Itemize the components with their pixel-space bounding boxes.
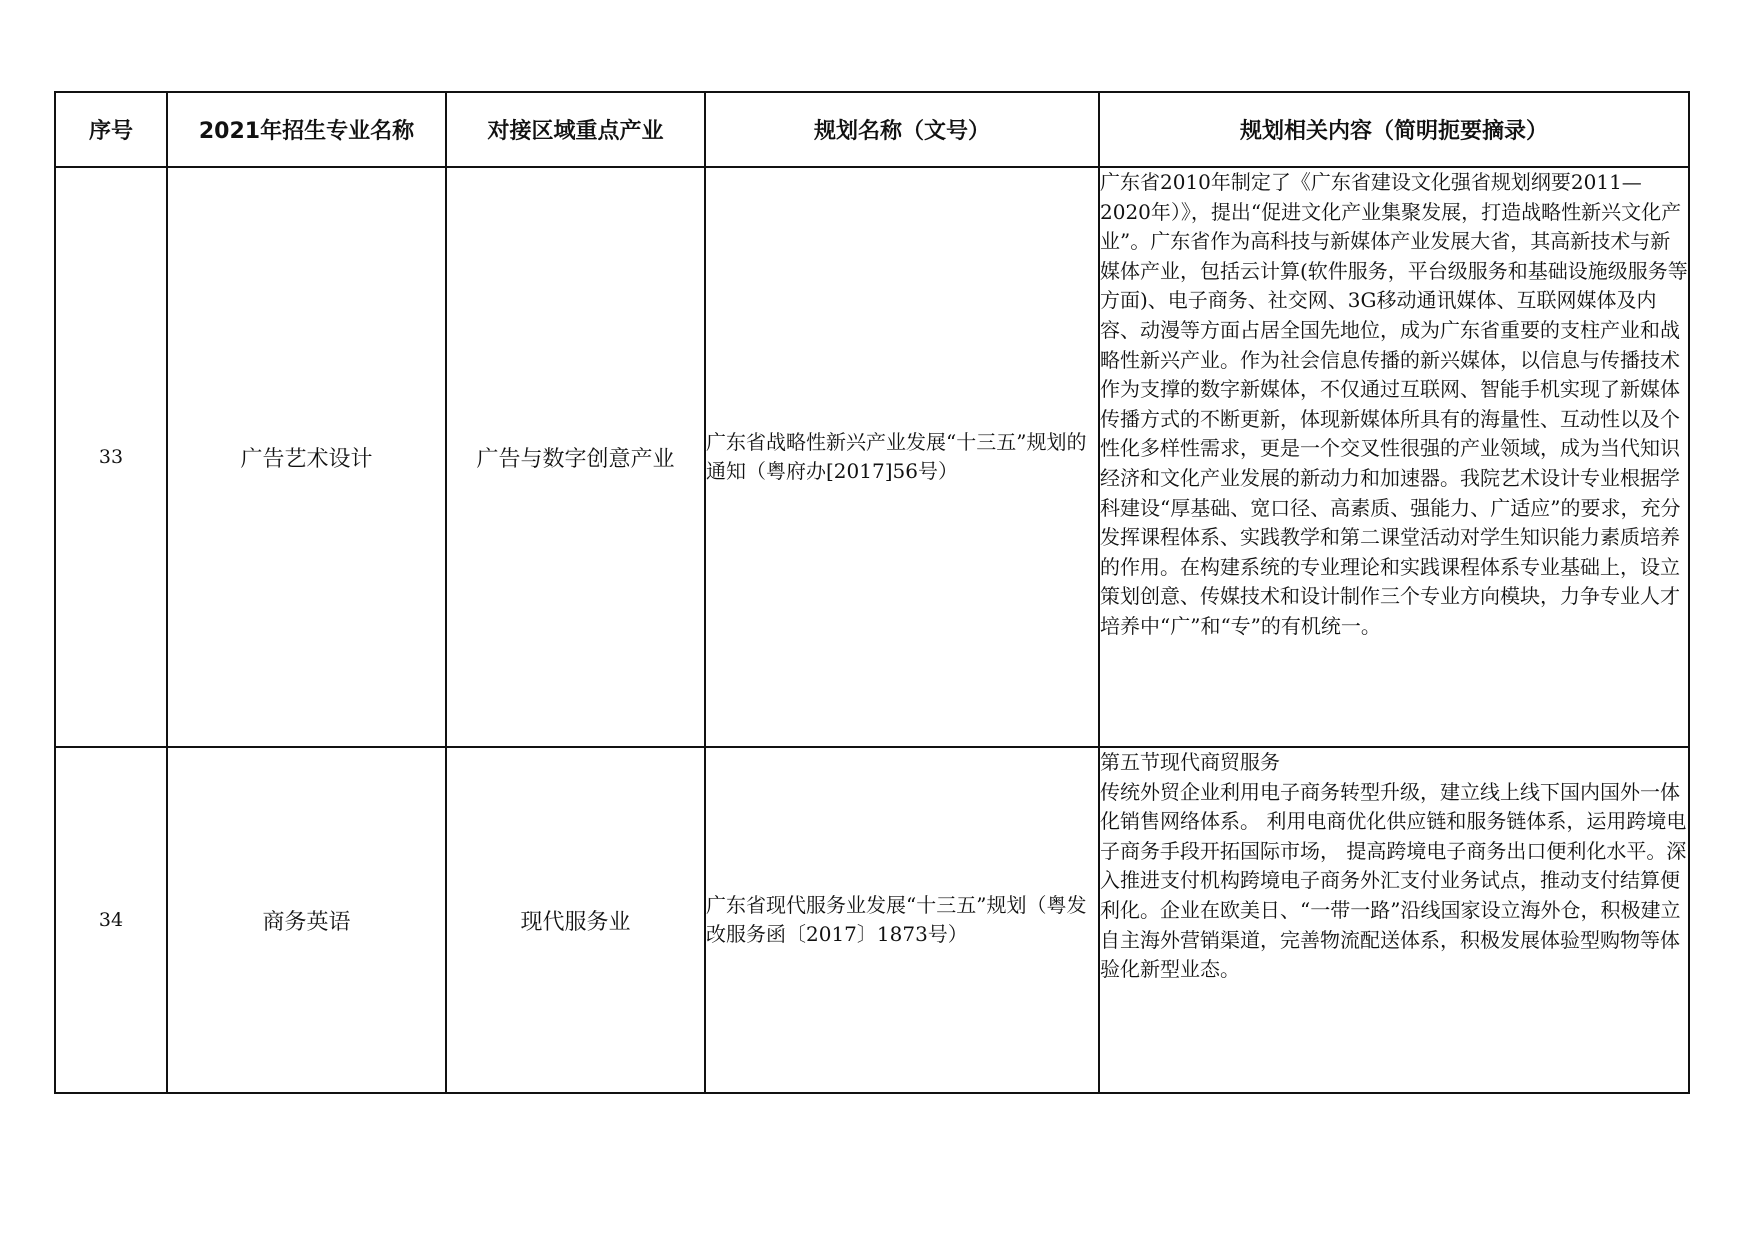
row-seq: 33 [55,167,167,747]
row-industry: 现代服务业 [446,747,705,1093]
header-seq: 序号 [55,92,167,167]
plan-table [54,91,1690,1094]
row-plan-name: 广东省战略性新兴产业发展“十三五”规划的通知（粤府办[2017]56号） [705,167,1099,747]
table-row [55,747,1689,1093]
row-industry: 广告与数字创意产业 [446,167,705,747]
table-row [55,167,1689,747]
row-content-cell [1099,167,1689,747]
row-major: 商务英语 [167,747,446,1093]
header-row [55,92,1689,167]
row-content: 广东省2010年制定了《广东省建设文化强省规划纲要2011—2020年）》，提出“促进文化产业集聚发展，打造战略性新兴文化产业”。广东省作为高科技与新媒体产业发展大省，其高新技术与新媒体产业，包括云计算(软件服务，平台级服务和基础设施级服务等方面)、电子商务、社交网、3G移动通讯媒体、互联网媒体及内容、动漫等方面占居全国先地位，成为广东省重要的支柱产业和战略性新兴产业。作为社会信息传播的新兴媒体，以信息与传播技术作为支撑的数字新媒体，不仅通过互联网、智能手机实现了新媒体传播方式的不断更新，体现新媒体所具有的海量性、互动性以及个性化多样性需求，更是一个交叉性很强的产业领域，成为当代知识经济和文化产业发展的新动力和加速器。我院艺术设计专业根据学科建设“厚基础、宽口径、高素质、强能力、广适应”的要求，充分发挥课程体系、实践教学和第二课堂活动对学生知识能力素质培养的作用。在构建系统的专业理论和实践课程体系专业基础上，设立策划创意、传媒技术和设计制作三个专业方向模块，力争专业人才培养中“广”和“专”的有机统一。 [1100,170,1688,638]
row-major: 广告艺术设计 [167,167,446,747]
header-plan-name: 规划名称（文号） [705,92,1099,167]
row-plan-name: 广东省现代服务业发展“十三五”规划（粤发改服务函〔2017〕1873号） [705,747,1099,1093]
row-content-cell [1099,747,1689,1093]
row-content: 第五节现代商贸服务 传统外贸企业利用电子商务转型升级，建立线上线下国内国外一体化销售网络体系。 利用电商优化供应链和服务链体系，运用跨境电子商务手段开拓国际市场， 提高跨境电子商务出口便利化水平。深入推进支付机构跨境电子商务外汇支付业务试点，推动支付结算便利化。企业在欧美日、“一带一路”沿线国家设立海外仓，积极建立自主海外营销渠道，完善物流配送体系，积极发展体验型购物等体验化新型业态。 [1100,750,1687,982]
header-content: 规划相关内容（简明扼要摘录） [1099,92,1689,167]
header-industry: 对接区域重点产业 [446,92,705,167]
row-seq: 34 [55,747,167,1093]
header-major: 2021年招生专业名称 [167,92,446,167]
